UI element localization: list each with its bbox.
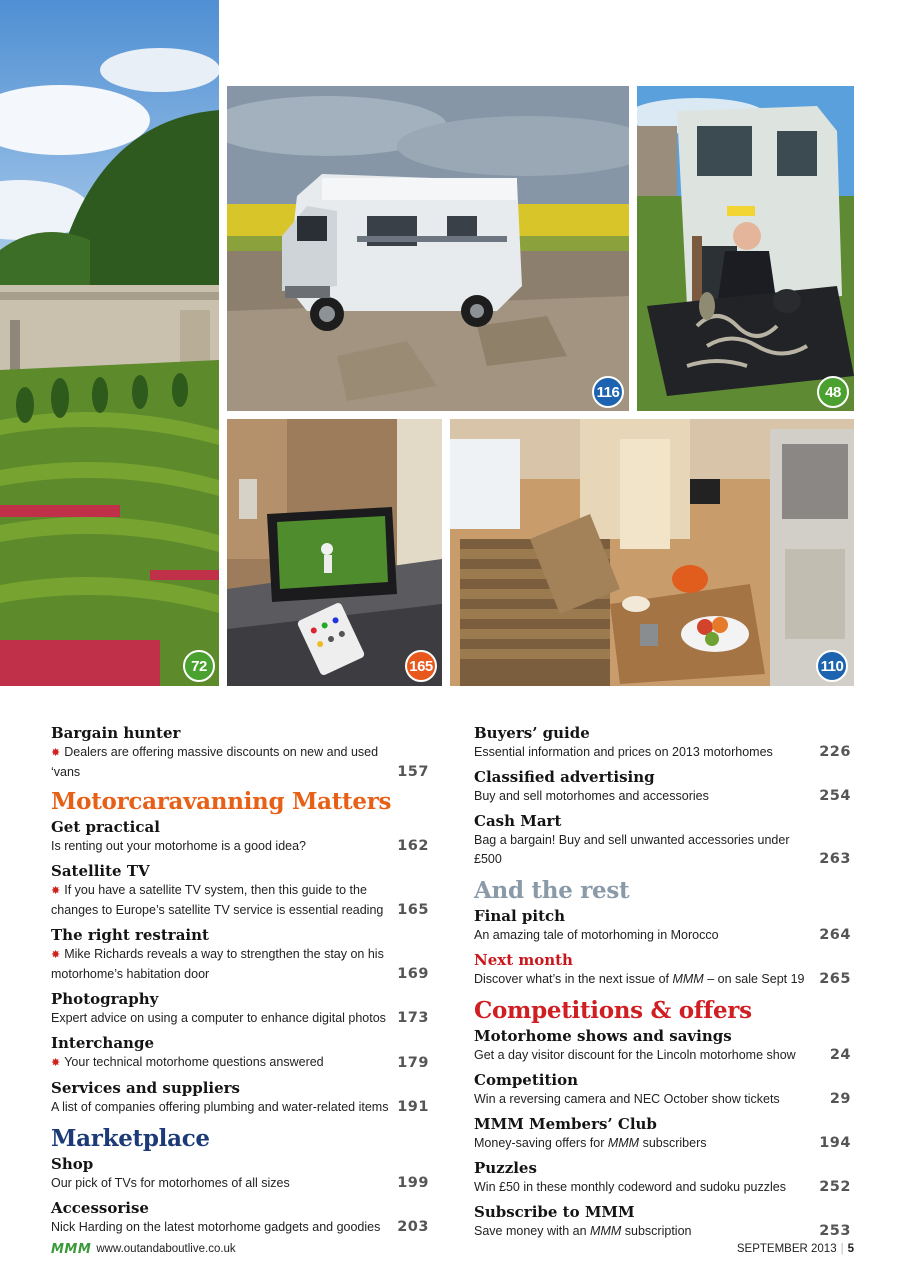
entry-description	[474, 1046, 851, 1065]
entry-title: The right restraint	[51, 926, 209, 944]
entry-description-text: Save money with an MMM subscription	[474, 1224, 692, 1238]
entry-description	[51, 1174, 429, 1193]
page-badge-48: 48	[817, 376, 849, 408]
entry-description	[51, 1053, 429, 1073]
entry-description	[474, 1090, 851, 1109]
entry-description-text: If you have a satellite TV system, then this guide to the changes to Europe’s satellite TV service is essential reading	[51, 883, 384, 917]
page-badge-116: 116	[592, 376, 624, 408]
star-icon: ✸	[51, 885, 61, 897]
page-number: 162	[397, 838, 429, 854]
entry-title: Subscribe to MMM	[474, 1203, 635, 1221]
entry-description-text: Expert advice on using a computer to enhance digital photos	[51, 1011, 386, 1025]
entry-title: Cash Mart	[474, 812, 562, 830]
motorhome-photo	[227, 86, 629, 411]
entry-description	[474, 1178, 851, 1197]
entry-description-text: Win a reversing camera and NEC October show tickets	[474, 1092, 780, 1106]
contents-entry[interactable]	[51, 818, 429, 856]
entry-description	[474, 787, 851, 806]
entry-description-text: Is renting out your motorhome is a good idea?	[51, 839, 307, 853]
entry-title: Puzzles	[474, 1159, 537, 1177]
contents-entry[interactable]	[51, 724, 429, 782]
entry-title: Next month	[474, 951, 573, 969]
page-number: 24	[829, 1047, 851, 1063]
contents-entry[interactable]	[51, 1034, 429, 1073]
entry-title: Motorhome shows and savings	[474, 1027, 732, 1045]
contents-entry[interactable]	[474, 1203, 851, 1241]
page-number-footer: 5	[847, 1243, 854, 1255]
entry-description-text: Buy and sell motorhomes and accessories	[474, 789, 709, 803]
page-number: 194	[819, 1135, 851, 1151]
entry-description-text: Discover what’s in the next issue of MMM – on sale Sept 19	[474, 972, 805, 986]
contents-entry[interactable]	[51, 1155, 429, 1193]
page-badge-72: 72	[183, 650, 215, 682]
entry-description-text: A list of companies offering plumbing and water-related items	[51, 1100, 389, 1114]
entry-title: Interchange	[51, 1034, 154, 1052]
page-footer	[51, 1241, 854, 1257]
page-number: 179	[397, 1055, 429, 1071]
page-number: 263	[819, 851, 851, 867]
contents-entry[interactable]	[51, 926, 429, 984]
entry-description	[51, 1098, 429, 1117]
entry-description	[474, 831, 851, 869]
page-number: 29	[829, 1091, 851, 1107]
entry-description	[51, 945, 429, 984]
contents-entry[interactable]	[474, 1159, 851, 1197]
contents-entry[interactable]	[474, 724, 851, 762]
entry-description	[474, 970, 851, 989]
entry-description-text: Get a day visitor discount for the Lincoln motorhome show	[474, 1048, 796, 1062]
entry-description-text: Win £50 in these monthly codeword and sudoku puzzles	[474, 1180, 786, 1194]
website-link[interactable]: www.outandaboutlive.co.uk	[96, 1243, 236, 1255]
page-number: 253	[819, 1223, 851, 1239]
garden-photo	[0, 0, 219, 686]
page-number: 265	[819, 971, 851, 987]
page-number: 254	[819, 788, 851, 804]
page-number: 226	[819, 744, 851, 760]
entry-title: Shop	[51, 1155, 94, 1173]
entry-description	[474, 926, 851, 945]
footer-separator: |	[840, 1243, 844, 1255]
star-icon: ✸	[51, 1057, 61, 1069]
section-heading: Competitions & offers	[474, 997, 752, 1024]
page-number: 252	[819, 1179, 851, 1195]
van-owner-photo	[637, 86, 854, 411]
section-heading: Marketplace	[51, 1125, 210, 1152]
entry-title: Classified advertising	[474, 768, 655, 786]
entry-description	[474, 1134, 851, 1153]
entry-description	[51, 1218, 429, 1237]
star-icon: ✸	[51, 747, 61, 759]
entry-title: Photography	[51, 990, 159, 1008]
contents-left-column	[51, 724, 429, 1243]
entry-title: Accessorise	[51, 1199, 149, 1217]
entry-description-text: An amazing tale of motorhoming in Morocco	[474, 928, 719, 942]
entry-description	[474, 743, 851, 762]
contents-entry[interactable]	[474, 951, 851, 989]
contents-entry[interactable]	[474, 1115, 851, 1153]
contents-entry[interactable]	[51, 990, 429, 1028]
page-number: 203	[397, 1219, 429, 1235]
entry-description-text: Your technical motorhome questions answered	[64, 1055, 324, 1069]
section-heading: Motorcaravanning Matters	[51, 788, 392, 815]
entry-description-text: Essential information and prices on 2013 motorhomes	[474, 745, 773, 759]
page-number: 169	[397, 966, 429, 982]
contents-entry[interactable]	[474, 907, 851, 945]
page-number: 173	[397, 1010, 429, 1026]
contents-entry[interactable]	[474, 1027, 851, 1065]
entry-title: Satellite TV	[51, 862, 150, 880]
contents-entry[interactable]	[51, 1079, 429, 1117]
page-badge-165: 165	[405, 650, 437, 682]
entry-description-text: Our pick of TVs for motorhomes of all sizes	[51, 1176, 290, 1190]
entry-description-text: Mike Richards reveals a way to strengthen the stay on his motorhome’s habitation door	[51, 947, 384, 981]
entry-description	[51, 1009, 429, 1028]
issue-date: SEPTEMBER 2013	[736, 1243, 837, 1255]
entry-title: Competition	[474, 1071, 579, 1089]
entry-description	[51, 837, 429, 856]
entry-description	[51, 881, 429, 920]
contents-entry[interactable]	[51, 1199, 429, 1237]
contents-entry[interactable]	[474, 1071, 851, 1109]
page-badge-110: 110	[816, 650, 848, 682]
contents-entry[interactable]	[474, 768, 851, 806]
entry-title: Services and suppliers	[51, 1079, 240, 1097]
entry-description	[51, 743, 429, 782]
contents-right-column	[474, 724, 851, 1247]
entry-title: Get practical	[51, 818, 160, 836]
contents-entry[interactable]	[51, 862, 429, 920]
page-number: 264	[819, 927, 851, 943]
page-number: 165	[397, 902, 429, 918]
entry-title: Final pitch	[474, 907, 566, 925]
entry-description-text: Dealers are offering massive discounts on new and used ‘vans	[51, 745, 379, 779]
page-number: 199	[397, 1175, 429, 1191]
mmm-logo: MMM	[51, 1241, 92, 1257]
entry-title: Buyers’ guide	[474, 724, 590, 742]
entry-description-text: Nick Harding on the latest motorhome gadgets and goodies	[51, 1220, 381, 1234]
entry-title: MMM Members’ Club	[474, 1115, 657, 1133]
page-number: 157	[397, 764, 429, 780]
entry-description	[474, 1222, 851, 1241]
section-heading: And the rest	[474, 877, 630, 904]
entry-description-text: Money-saving offers for MMM subscribers	[474, 1136, 707, 1150]
entry-title: Bargain hunter	[51, 724, 181, 742]
page-number: 191	[397, 1099, 429, 1115]
star-icon: ✸	[51, 949, 61, 961]
entry-description-text: Bag a bargain! Buy and sell unwanted accessories under £500	[474, 833, 790, 866]
portable-tv-photo	[227, 419, 442, 686]
contents-entry[interactable]	[474, 812, 851, 869]
motorhome-interior-photo	[450, 419, 854, 686]
